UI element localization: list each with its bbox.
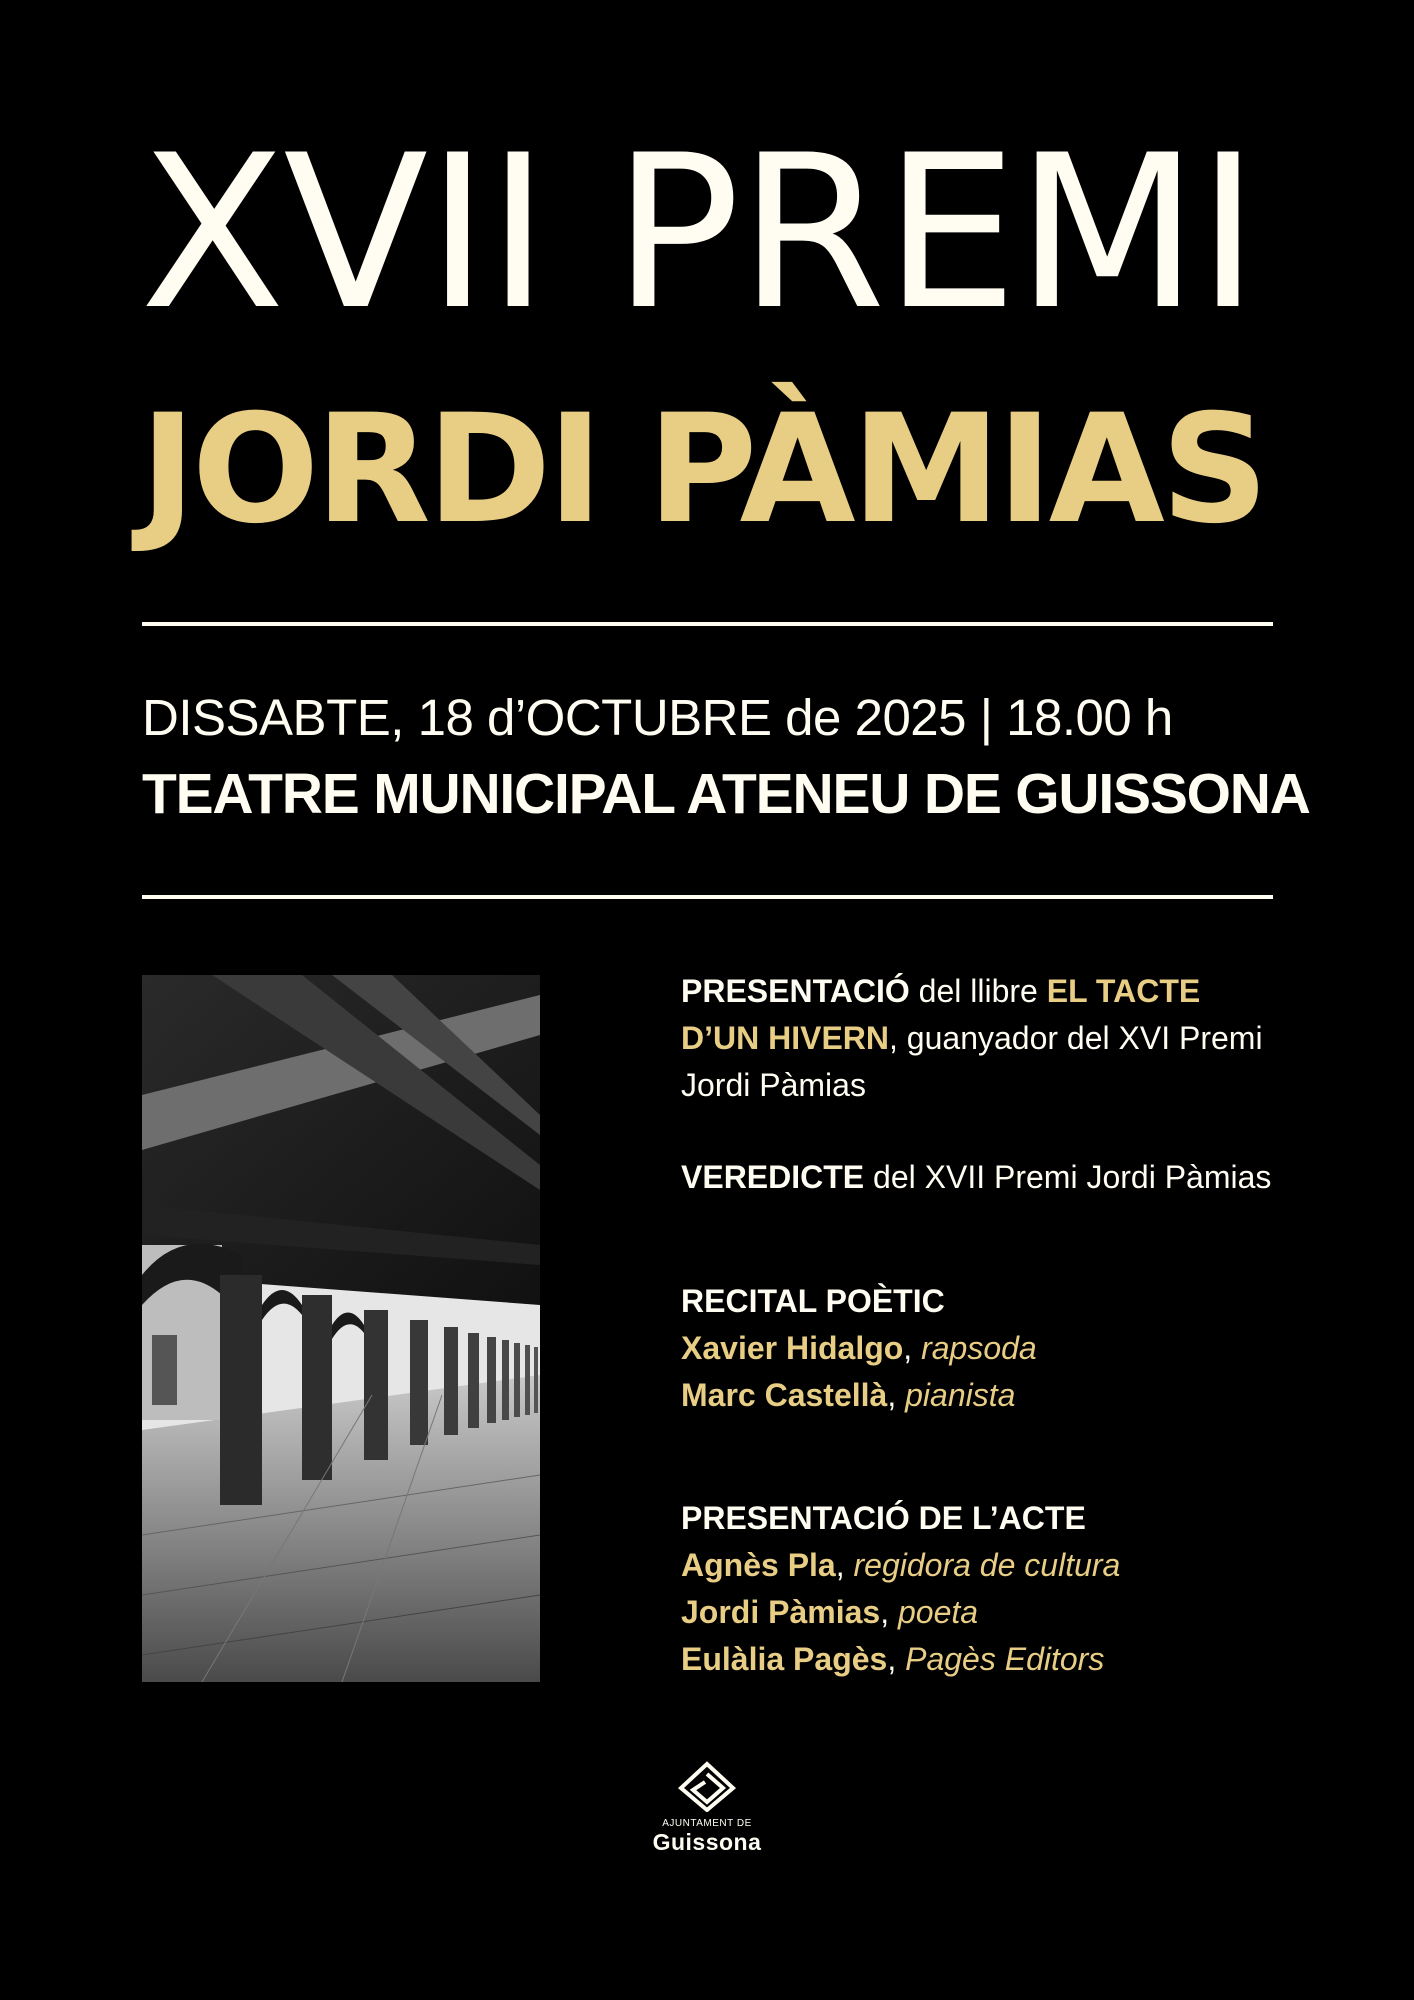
act-person xyxy=(681,1589,1281,1636)
person-role: poeta xyxy=(897,1594,979,1630)
presentation-label: PRESENTACIÓ xyxy=(681,973,910,1009)
act-presentation-block xyxy=(681,1495,1281,1683)
event-date: DISSABTE, 18 d’OCTUBRE de 2025 | 18.00 h xyxy=(142,689,1173,746)
recital-block xyxy=(681,1278,1281,1419)
person-role: rapsoda xyxy=(921,1330,1037,1366)
logo-big-text: Guissona xyxy=(652,1829,762,1855)
presentation-text-after: , guanyador del XVI Premi Jordi Pàmias xyxy=(681,1020,1263,1103)
separator: , xyxy=(835,1547,854,1583)
book-title: EL TACTE D’UN HIVERN xyxy=(681,973,1201,1056)
logo-small-text: AJUNTAMENT DE xyxy=(662,1818,752,1829)
arcade-photo xyxy=(142,975,540,1682)
verdict-block xyxy=(681,1154,1281,1201)
recital-person xyxy=(681,1372,1281,1419)
title-line-2: JORDI PÀMIAS xyxy=(140,383,1265,557)
guissona-emblem-icon xyxy=(675,1760,739,1812)
separator: , xyxy=(887,1377,906,1413)
person-name: Xavier Hidalgo xyxy=(681,1330,904,1366)
verdict-text: del XVII Premi Jordi Pàmias xyxy=(864,1159,1272,1195)
person-name: Agnès Pla xyxy=(681,1547,836,1583)
person-role: regidora de cultura xyxy=(853,1547,1121,1583)
guissona-logo xyxy=(645,1760,769,1856)
person-role: pianista xyxy=(905,1377,1016,1413)
verdict-label: VEREDICTE xyxy=(681,1159,865,1195)
separator: , xyxy=(887,1641,906,1677)
separator: , xyxy=(903,1330,922,1366)
person-name: Jordi Pàmias xyxy=(681,1594,881,1630)
event-venue: TEATRE MUNICIPAL ATENEU DE GUISSONA xyxy=(142,762,1310,826)
person-name: Marc Castellà xyxy=(681,1377,888,1413)
act-presentation-heading: PRESENTACIÓ DE L’ACTE xyxy=(681,1500,1086,1536)
recital-person xyxy=(681,1325,1281,1372)
separator: , xyxy=(880,1594,898,1630)
title-line-1: XVII PREMI xyxy=(140,109,1258,356)
person-name: Eulàlia Pagès xyxy=(681,1641,888,1677)
act-person xyxy=(681,1542,1281,1589)
presentation-text-before: del llibre xyxy=(909,973,1047,1009)
act-person xyxy=(681,1636,1281,1683)
presentation-block xyxy=(681,968,1281,1109)
divider-top xyxy=(142,622,1273,626)
person-role: Pagès Editors xyxy=(905,1641,1105,1677)
divider-bottom xyxy=(142,895,1273,899)
recital-heading: RECITAL POÈTIC xyxy=(681,1283,945,1319)
